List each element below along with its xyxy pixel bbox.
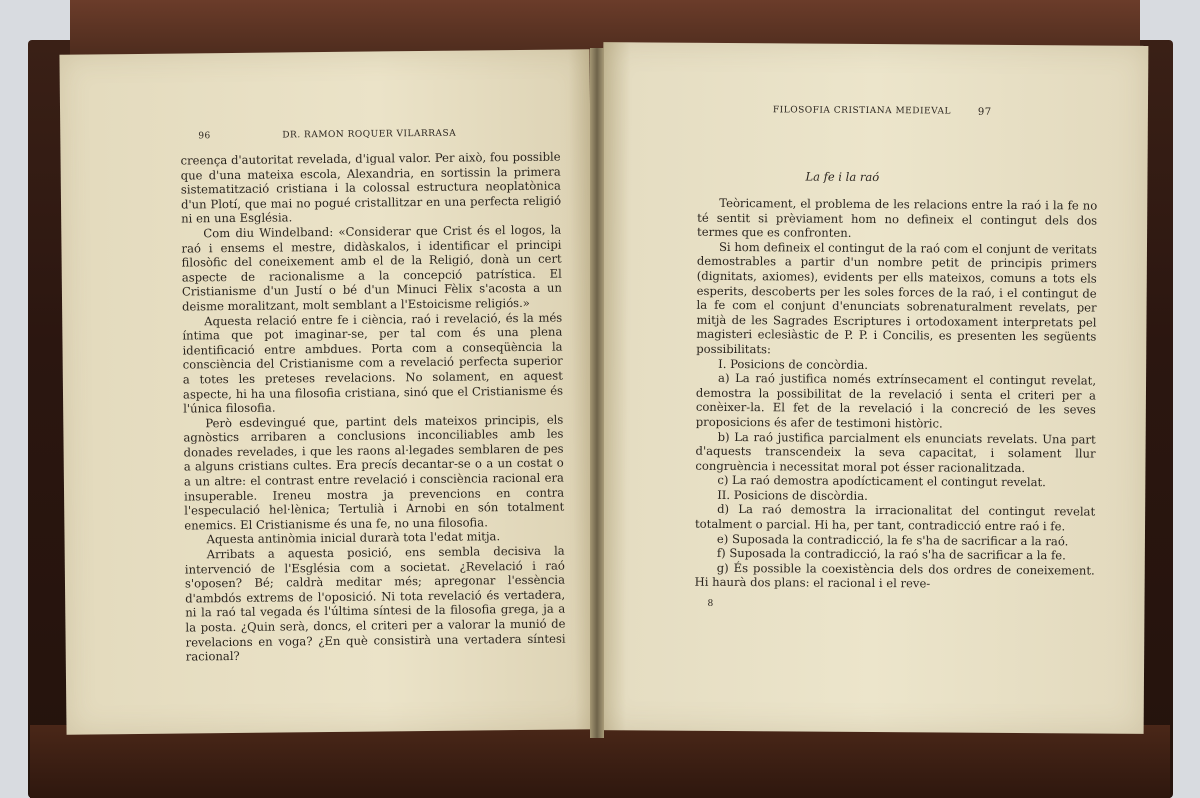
paragraph: Arribats a aquesta posició, ens sembla decisiva la intervenció de l'Església com a societat. ¿Revelació i raó s'oposen? Bé; caldrà meditar més; apregonar l'essència d'ambdós extrems de l'oposició. Ni tota revelació és vertadera, ni la raó tal vegada és l'última síntesi de la filosofia grega, ja a la posta. ¿Quin serà, doncs, el criteri per a valorar la munió de revelacions en voga? ¿En què consistirà una vertadera síntesi racional? xyxy=(184,543,566,664)
paragraph: Com diu Windelband: «Considerar que Crist és el logos, la raó i ensems el mestre, didàskalos, i identificar el principi filosòfic del coneixement amb el de la Religió, donà un cert aspecte de racionalisme a la concepció patrística. El Cristianisme d'un Justí o bé d'un Minuci Fèlix s'acosta a un deisme moralitzant, molt semblant a l'Estoicisme religiós.» xyxy=(181,222,562,314)
section-title: La fe i la raó xyxy=(805,169,880,185)
right-page-text xyxy=(695,196,1098,593)
book-gutter xyxy=(590,48,604,738)
left-page xyxy=(59,49,596,735)
paragraph: Teòricament, el problema de les relacions entre la raó i la fe no té sentit si prèviament hom no defineix el contingut dels dos termes que es confronten. xyxy=(697,195,1098,241)
left-running-head: DR. RAMON ROQUER VILARRASA xyxy=(282,128,457,141)
paragraph: d) La raó demostra la irracionalitat del contingut revelat totalment o parcial. Hi ha, per tant, contradicció entre raó i fe. xyxy=(694,502,1096,534)
paragraph: creença d'autoritat revelada, d'igual valor. Per això, fou possible que d'una mateixa escola, Alexandria, en sortissin la primera sistematització cristiana i la colossal estructura neoplatònica d'un Plotí, que mai no pogué cristallitzar en una perfecta religió ni en una Església. xyxy=(180,149,562,226)
paragraph: b) La raó justifica parcialment els enunciats revelats. Una part d'aquests transcendeix la seva capacitat, i solament llur congruència i necessitat moral pot ésser racionalitzada. xyxy=(695,429,1096,475)
right-page xyxy=(599,42,1149,734)
section-heading: I. Posicions de concòrdia. xyxy=(718,356,869,372)
paragraph: a) La raó justifica només extrínsecament el contingut revelat, demostra la possibilitat de la revelació i senta el criteri per a conèixer-la. El fet de la revelació i la concreció de les seves proposicions és afer de testimoni històric. xyxy=(695,371,1097,431)
right-page-number: 97 xyxy=(977,106,992,118)
left-page-text xyxy=(180,150,565,665)
paragraph: Si hom defineix el contingut de la raó com el conjunt de veritats demostrables a partir d'un nombre petit de principis primers (dignitats, axiomes), evidents per ells mateixos, comuns a tots els esperits, descoberts per les soles forces de la raó, i el contingut de la fe com el conjunt d'enunciats sobrenaturalment revelats, per mitjà de les Sagrades Escriptures i ortodoxament interpretats pel magisteri eclesiàstic de P. P. i Concilis, es presenten les següents possibilitats: xyxy=(696,239,1098,357)
paragraph: e) Suposada la contradicció, la fe s'ha de sacrificar a la raó. xyxy=(716,531,1069,549)
left-page-number: 96 xyxy=(198,131,211,142)
section-heading: II. Posicions de discòrdia. xyxy=(717,487,868,503)
paragraph: g) És possible la coexistència dels dos ordres de coneixement. Hi haurà dos plans: el racional i el reve- xyxy=(694,560,1095,591)
paragraph: Però esdevingué que, partint dels mateixos principis, els agnòstics arribaren a conclusions inconciliables amb les donades revelades, i que les raons al·legades semblaren de pes a alguns cristians cultes. Era precís decantar-se o a un costat o a un altre: el contrast entre revelació i consciència racional era insuperable. Ireneu mostra ja prevencions en contra l'especulació hel·lènica; Tertulià i Arnobi en són totalment enemics. El Cristianisme és una fe, no una filosofia. xyxy=(183,412,565,533)
paragraph: f) Suposada la contradicció, la raó s'ha de sacrificar a la fe. xyxy=(716,546,1066,563)
paragraph: c) La raó demostra apodícticament el contingut revelat. xyxy=(717,473,1046,490)
signature-mark: 8 xyxy=(707,598,714,609)
right-running-head: FILOSOFIA CRISTIANA MEDIEVAL xyxy=(772,105,951,117)
paragraph: Aquesta antinòmia inicial durarà tota l'edat mitja. xyxy=(206,529,501,547)
paragraph: Aquesta relació entre fe i ciència, raó i revelació, és la més íntima que pot imaginar-se, per tal com és una plena identificació entre ambdues. Porta com a conseqüència la consciència del Cristianisme com a revelació perfecta superior a totes les preteses revelacions. No solament, en aquest aspecte, hi ha una filosofia cristiana, sinó que el Cristianisme és l'única filosofia. xyxy=(182,310,564,416)
